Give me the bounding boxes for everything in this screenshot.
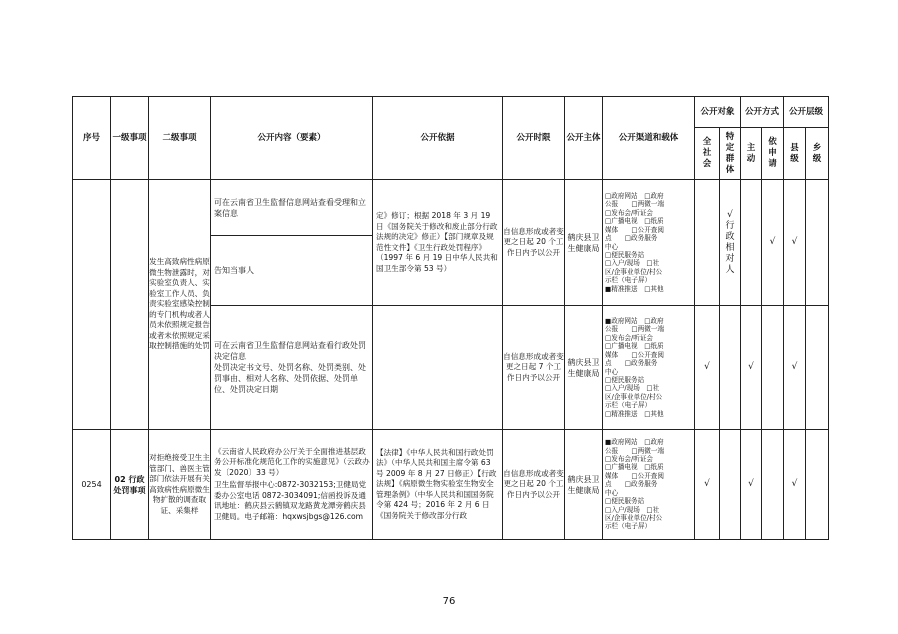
header-seq: 序号	[73, 97, 111, 180]
header-mode-request: 依申请	[762, 128, 784, 180]
row2-seq: 0254	[73, 430, 111, 540]
row2-channels	[603, 430, 695, 540]
header-level1: 一级事项	[111, 97, 149, 180]
row2-mode-active: √	[741, 430, 762, 540]
channel-line: □发布会/听证会	[605, 333, 654, 342]
channel-line: 点 □政务服务	[605, 234, 658, 243]
channel-line: 公报 □两微一端	[605, 325, 664, 334]
channel-line: 区/企事业单位/村公	[605, 267, 663, 276]
channel-line: 媒体 □公开查阅	[605, 225, 664, 234]
row1-basis: 定》修订；根据 2018 年 3 月 19 日《国务院关于修改和废止部分行政法规的决定》修正）【部门规章及规范性文件】《卫生行政处罚程序》（1997 年 6 月 19 日中华人民共和国卫生部令第 53 号）	[373, 180, 503, 306]
row2-level-town	[806, 430, 829, 540]
row1-specific-text: 行政相对人	[725, 220, 735, 275]
channel-line: 公报 □两微一端	[605, 200, 664, 209]
channel-line: □广播电视 □纸质	[605, 342, 664, 351]
row1-target-all	[695, 180, 720, 306]
header-target: 公开对象	[695, 97, 741, 128]
row1c-time: 自信息形成或者变更之日起 7 个工作日内予以公开	[503, 306, 565, 430]
channel-line: 示栏（电子屏）	[605, 522, 652, 531]
row2-level-county: √	[784, 430, 806, 540]
table-row	[73, 180, 829, 236]
header-basis: 公开依据	[373, 97, 503, 180]
header-channel: 公开渠道和载体	[603, 97, 695, 180]
header-target-all: 全社会	[695, 128, 720, 180]
channel-line: □入户/现场 □社	[605, 259, 660, 268]
row1-mode-active	[741, 180, 762, 306]
channel-line: □入户/现场 □社	[605, 384, 660, 393]
channel-line: □发布会/听证会	[605, 208, 654, 217]
row2-content-contact: 卫生监督举报中心:0872-3032153;卫健局党委办公室电话 0872-3034091;信函投诉及通讯地址：鹤庆县云鹤镇双龙路黄龙潭旁鹤庆县卫健局。电子邮箱：hqxwsjbgs@126.com	[214, 480, 367, 521]
channel-line: □便民服务站	[605, 375, 645, 384]
header-subject: 公开主体	[565, 97, 603, 180]
header-level-county: 县级	[784, 128, 806, 180]
row1c-target-specific	[720, 306, 741, 430]
row1b-content: 告知当事人	[211, 236, 373, 306]
row1c-channels	[603, 306, 695, 430]
channel-line: 区/企事业单位/村公	[605, 513, 663, 522]
channel-line: 点 □政务服务	[605, 480, 658, 489]
row1-level2: 发生高致病性病原微生物泄露时，对实验室负责人、实验室工作人员、负责实验室感染控制的专门机构或者人员未依照规定报告或者未依照规定采取控制措施的处罚	[149, 180, 211, 430]
row2-content-policy: 《云南省人民政府办公厅关于全面推进基层政务公开标准化规范化工作的实施意见》（云政办发〔2020〕33 号）	[214, 446, 370, 477]
row2-time: 自信息形成或者变更之日起 20 个工作日内予以公开	[503, 430, 565, 540]
header-mode: 公开方式	[741, 97, 784, 128]
header-level-town: 乡级	[806, 128, 829, 180]
row2-target-all: √	[695, 430, 720, 540]
header-level: 公开层级	[784, 97, 829, 128]
channel-line: ■精准推送 □其他	[605, 284, 664, 293]
row1c-basis	[373, 306, 503, 430]
row1-target-specific	[720, 180, 741, 306]
row1-mode-request: √	[762, 180, 784, 306]
disclosure-table	[72, 96, 829, 540]
channel-line: 媒体 □公开查阅	[605, 471, 664, 480]
channel-line: 公报 □两微一端	[605, 446, 664, 455]
channel-line: ■政府网站 □政府	[605, 438, 664, 447]
row2-level1: 02 行政处罚事项	[111, 430, 149, 540]
channel-line: ■政府网站 □政府	[605, 317, 664, 326]
channel-line: 示栏（电子屏）	[605, 276, 652, 285]
header-mode-active: 主动	[741, 128, 762, 180]
row1c-mode-request	[762, 306, 784, 430]
header-row-1	[73, 97, 829, 128]
channel-line: 示栏（电子屏）	[605, 401, 652, 410]
row1-channels	[603, 180, 695, 306]
row1-level-town	[806, 180, 829, 306]
row2-subject: 鹤庆县卫生健康局	[565, 430, 603, 540]
row1c-content: 可在云南省卫生监督信息网站查看行政处罚决定信息 处罚决定书文号、处罚名称、处罚类别、处罚事由、相对人名称、处罚依据、处罚单位、处罚决定日期	[211, 306, 373, 430]
channel-line: □便民服务站	[605, 250, 645, 259]
row2-basis: 【法律】《中华人民共和国行政处罚法》（中华人民共和国主席令第 63 号 2009 年 8 月 27 日修正）【行政法规】《病原微生物实验室生物安全管理条例》（中华人民共和国国务院令第 424 号；2016 年 2 月 6 日《国务院关于修改部分行政	[373, 430, 503, 540]
channel-line: □入户/现场 □社	[605, 505, 660, 514]
row1-level-county: √	[784, 180, 806, 306]
channel-line: □发布会/听证会	[605, 455, 654, 464]
channel-line: 媒体 □公开查阅	[605, 350, 664, 359]
channel-line: □广播电视 □纸质	[605, 463, 664, 472]
table-row	[73, 430, 829, 540]
row1-level1	[111, 180, 149, 430]
row1-subject: 鹤庆县卫生健康局	[565, 180, 603, 306]
channel-line: □广播电视 □纸质	[605, 217, 664, 226]
row1c-level-town	[806, 306, 829, 430]
header-level2: 二级事项	[149, 97, 211, 180]
row2-content	[211, 430, 373, 540]
channel-line: 中心	[605, 367, 619, 376]
page-number: 76	[442, 596, 456, 607]
row1-specific-check: √	[727, 209, 733, 220]
header-target-specific: 特定群体	[720, 128, 741, 180]
row1c-target-all: √	[695, 306, 720, 430]
channel-line: 区/企事业单位/村公	[605, 392, 663, 401]
row1-seq	[73, 180, 111, 430]
channel-line: □精准推送 □其他	[605, 409, 664, 418]
row2-target-specific	[720, 430, 741, 540]
channel-line: □政府网站 □政府	[605, 192, 664, 201]
row1a-content: 可在云南省卫生监督信息网站查看受理和立案信息	[211, 180, 373, 236]
header-time: 公开时限	[503, 97, 565, 180]
row1c-mode-active: √	[741, 306, 762, 430]
channel-line: 中心	[605, 242, 619, 251]
row1c-level-county: √	[784, 306, 806, 430]
row1c-subject: 鹤庆县卫生健康局	[565, 306, 603, 430]
header-content: 公开内容（要素）	[211, 97, 373, 180]
channel-line: 中心	[605, 488, 619, 497]
row2-mode-request	[762, 430, 784, 540]
row2-level2: 对拒绝接受卫生主管部门、兽医主管部门依法开展有关高致病性病原微生物扩散的调查取证、采集样	[149, 430, 211, 540]
channel-line: 点 □政务服务	[605, 359, 658, 368]
channel-line: □便民服务站	[605, 497, 645, 506]
row1-time: 自信息形成或者变更之日起 20 个工作日内予以公开	[503, 180, 565, 306]
